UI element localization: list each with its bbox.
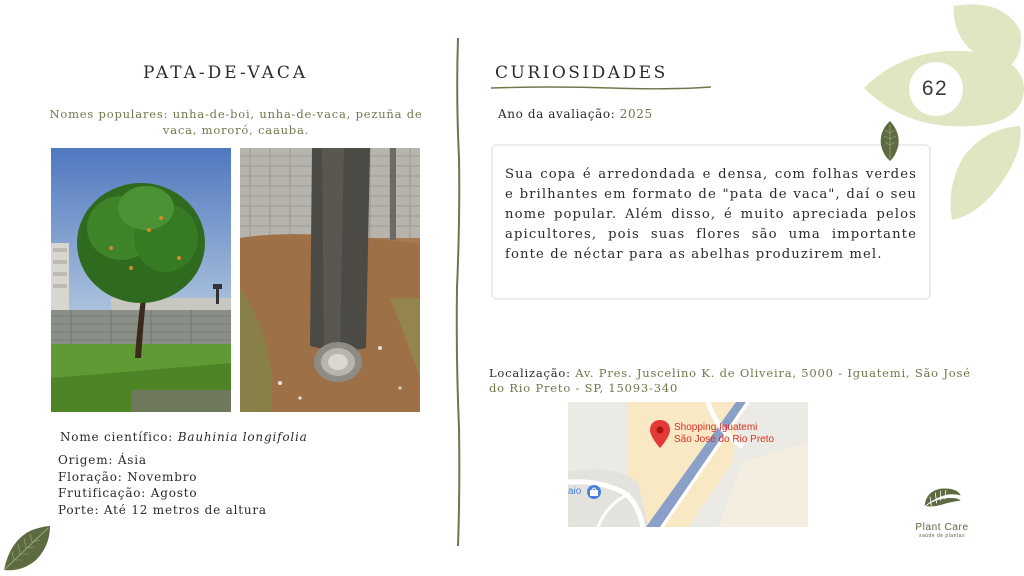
fact-origin: Origem: Ásia: [58, 453, 147, 467]
evaluation-year-label: Ano da avaliação:: [498, 107, 616, 121]
location-map[interactable]: [568, 402, 808, 527]
facts-list: [58, 452, 267, 518]
popular-names-value: unha-de-boi, unha-de-vaca, pezuña de vaca, mororó, caauba.: [162, 107, 423, 137]
popular-names-label: Nomes populares:: [49, 107, 169, 121]
shopping-bag-icon[interactable]: [587, 485, 601, 499]
evaluation-year: [498, 107, 653, 121]
column-divider: [454, 38, 462, 546]
leaf-icon: [879, 121, 901, 161]
corner-leaf-icon: [2, 524, 52, 574]
page-number: 62: [921, 77, 949, 100]
map-pin-label-line2: São José do Rio Preto: [674, 434, 775, 445]
popular-names: [34, 106, 438, 138]
section-title: CURIOSIDADES: [495, 63, 668, 83]
logo-name: Plant Care: [915, 522, 969, 533]
fact-fruiting: Frutificação: Agosto: [58, 486, 198, 500]
trunk-photo: [240, 148, 420, 412]
logo-tagline: saúde de plantas: [918, 533, 966, 539]
evaluation-year-value: 2025: [619, 107, 653, 121]
section-underline: [491, 85, 711, 91]
location: [489, 366, 979, 396]
map-pin-label-line1: Shopping Iguatemi: [674, 422, 758, 433]
map-edge-label: aio: [568, 486, 582, 497]
fact-size: Porte: Até 12 metros de altura: [58, 502, 267, 517]
location-value: Av. Pres. Juscelino K. de Oliveira, 5000 - Iguatemi, São José do Rio Preto - SP, 15093-340: [489, 366, 971, 395]
plant-care-logo-icon: [905, 486, 975, 522]
page-title: PATA-DE-VACA: [143, 63, 309, 83]
tree-photo: [51, 148, 231, 412]
scientific-name-value: Bauhinia longifolia: [177, 430, 308, 444]
curiosity-text: Sua copa é arredondada e densa, com folhas verdes e brilhantes em formato de "pata de vaca", daí o seu nome popular. Além disso, é muito apreciada pelos apicultores, pois suas flores são uma importante fonte de néctar para as abelhas produzirem mel.: [505, 167, 917, 262]
fact-flowering: Floração: Novembro: [58, 469, 198, 484]
decorative-leaves: [862, 0, 1024, 230]
scientific-name: [60, 430, 308, 444]
map-pin-label[interactable]: [674, 422, 774, 446]
scientific-name-label: Nome científico:: [60, 430, 174, 444]
location-label: Localização:: [489, 366, 571, 380]
